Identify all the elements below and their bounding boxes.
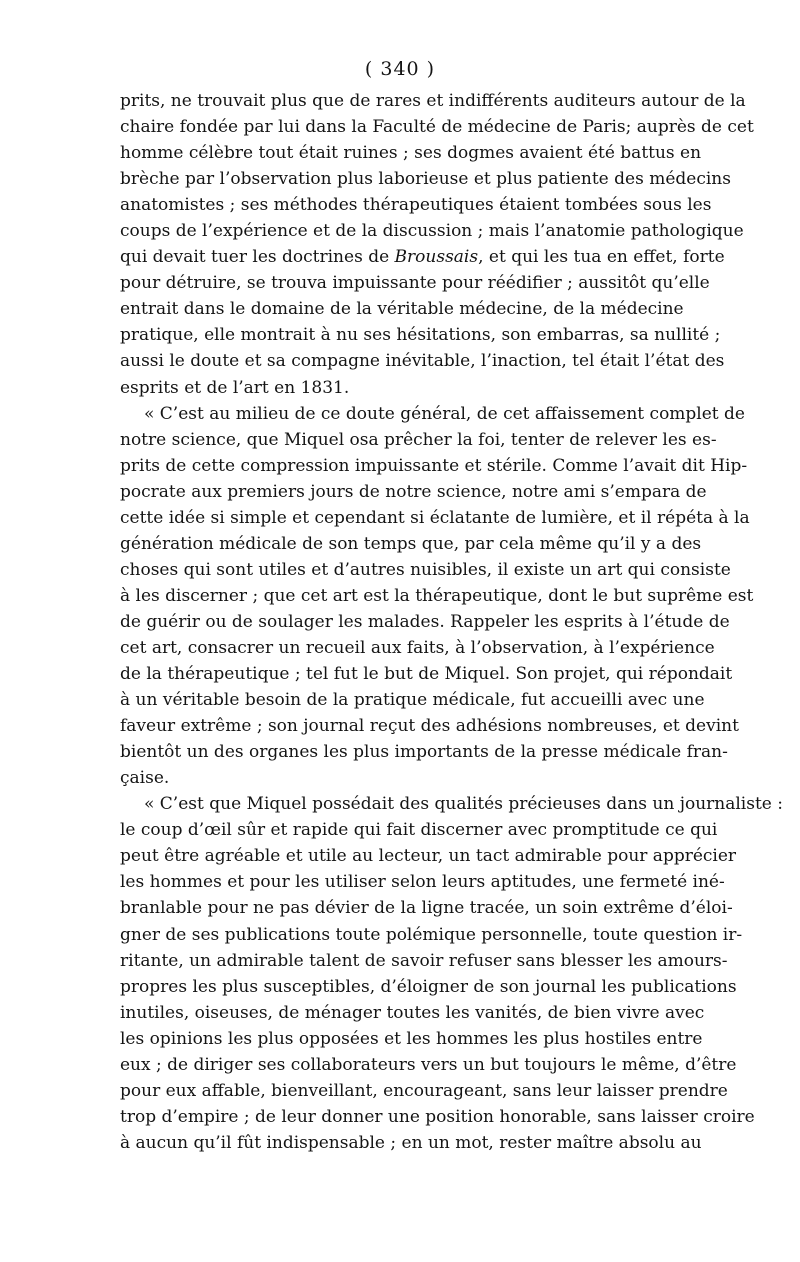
text-line: prits, ne trouvait plus que de rares et indifférents auditeurs autour de la [120,91,746,111]
text-line: pratique, elle montrait à nu ses hésitations, son embarras, sa nullité ; [120,325,721,346]
text-segment: , et qui les tua en effet, forte [478,247,725,268]
text-line: à les discerner ; que cet art est la thérapeutique, dont le but suprême est [120,585,754,606]
text-line: les opinions les plus opposées et les hommes les plus hostiles entre [120,1028,703,1049]
text-line: coups de l’expérience et de la discussion ; mais l’anatomie pathologique [120,221,744,242]
text-line: à un véritable besoin de la pratique médicale, fut accueilli avec une [120,690,705,711]
text-line: inutiles, oiseuses, de ménager toutes les vanités, de bien vivre avec [120,1002,705,1023]
text-line: notre science, que Miquel osa prêcher la foi, tenter de relever les es- [120,429,717,450]
text-line: peut être agréable et utile au lecteur, un tact admirable pour apprécier [120,846,737,867]
text-line: prits de cette compression impuissante et stérile. Comme l’avait dit Hip- [120,455,748,476]
body-text [120,88,783,1156]
text-line: de guérir ou de soulager les malades. Rappeler les esprits à l’étude de [120,611,730,632]
text-line: bientôt un des organes les plus importants de la presse médicale fran- [120,742,728,763]
text-line: entrait dans le domaine de la véritable médecine, de la médecine [120,299,684,320]
text-line: le coup d’œil sûr et rapide qui fait discerner avec promptitude ce qui [120,820,718,841]
text-line: à aucun qu’il fût indispensable ; en un mot, rester maître absolu au [120,1132,702,1153]
text-line: de la thérapeutique ; tel fut le but de Miquel. Son projet, qui répondait [120,664,733,685]
text-line: anatomistes ; ses méthodes thérapeutiques étaient tombées sous les [120,195,712,216]
text-line: propres les plus susceptibles, d’éloigner de son journal les publications [120,976,737,997]
text-segment: qui devait tuer les doctrines de [120,247,395,268]
text-line: trop d’empire ; de leur donner une position honorable, sans laisser croire [120,1106,755,1127]
text-line: faveur extrême ; son journal reçut des adhésions nombreuses, et devint [120,716,739,737]
text-line: pocrate aux premiers jours de notre science, notre ami s’empara de [120,481,707,502]
text-line: génération médicale de son temps que, par cela même qu’il y a des [120,533,702,554]
text-line: choses qui sont utiles et d’autres nuisibles, il existe un art qui consiste [120,559,731,580]
text-line: aussi le doute et sa compagne inévitable, l’inaction, tel était l’état des [120,351,725,372]
text-line: les hommes et pour les utiliser selon leurs aptitudes, une fermeté iné- [120,872,725,893]
text-line: eux ; de diriger ses collaborateurs vers un but toujours le même, d’être [120,1054,737,1075]
text-line: esprits et de l’art en 1831. [120,377,350,398]
text-line: ritante, un admirable talent de savoir refuser sans blesser les amours- [120,950,728,971]
text-line: çaise. [120,768,170,789]
text-line: pour détruire, se trouva impuissante pour réédifier ; aussitôt qu’elle [120,273,710,294]
page-number: ( 340 ) [364,58,436,80]
text-line: cette idée si simple et cependant si éclatante de lumière, et il répéta à la [120,507,750,528]
text-line: « C’est que Miquel possédait des qualités précieuses dans un journaliste : [144,794,783,815]
text-line: pour eux affable, bienveillant, encourageant, sans leur laisser prendre [120,1080,728,1101]
text-line: gner de ses publications toute polémique personnelle, toute question ir- [120,924,743,945]
text-line: chaire fondée par lui dans la Faculté de médecine de Paris; auprès de cet [120,117,754,138]
text-line [120,244,725,270]
text-line: branlable pour ne pas dévier de la ligne tracée, un soin extrême d’éloi- [120,898,733,919]
text-line: cet art, consacrer un recueil aux faits, à l’observation, à l’expérience [120,637,715,658]
text-line: brèche par l’observation plus laborieuse et plus patiente des médecins [120,169,731,190]
text-line: « C’est au milieu de ce doute général, de cet affaissement complet de [144,403,745,424]
italic-name: Broussais [394,247,479,268]
text-line: homme célèbre tout était ruines ; ses dogmes avaient été battus en [120,143,702,164]
